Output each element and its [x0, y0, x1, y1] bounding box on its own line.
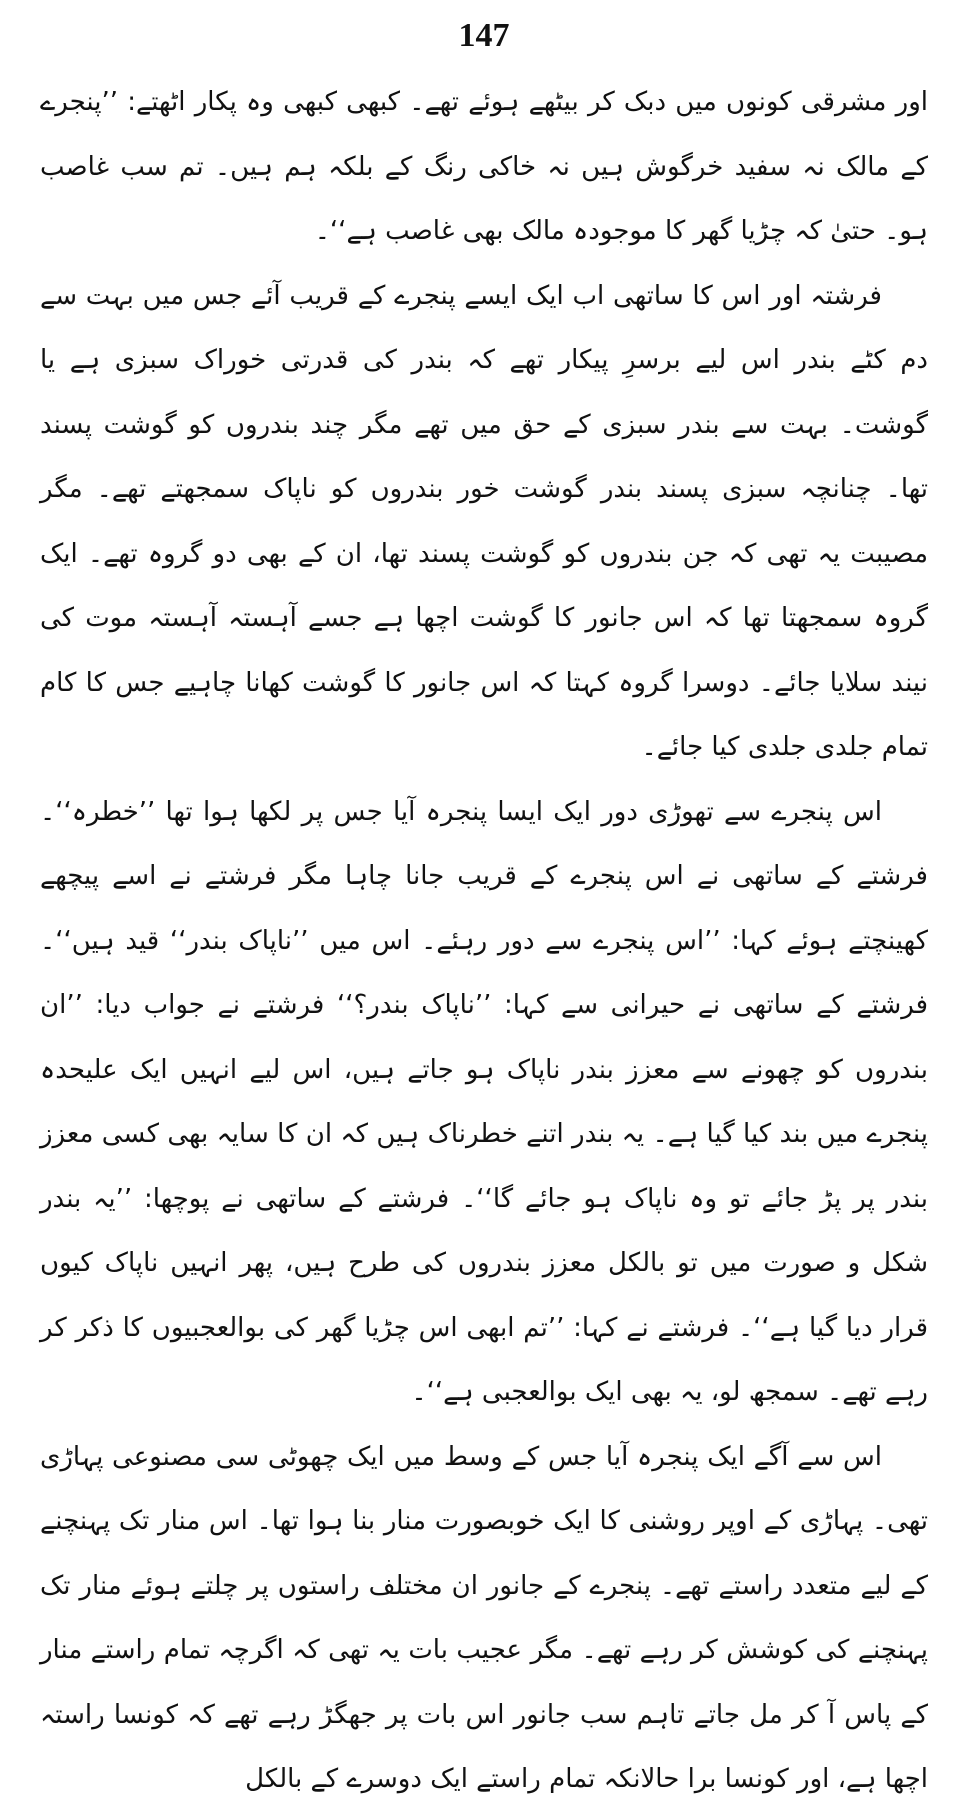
paragraph-1: اور مشرقی کونوں میں دبک کر بیٹھے ہوئے تھے۔ کبھی کبھی وہ پکار اٹھتے: ’’پنجرے کے مالک نہ سفید خرگوش ہیں نہ خاکی رنگ کے بلکہ ہم ہیں۔ تم سب غاصب ہو۔ حتیٰ کہ چڑیا گھر کا موجودہ مالک بھی غاصب ہے‘‘۔ — [40, 87, 928, 246]
page-number: 147 — [458, 17, 510, 54]
paragraph-4: اس سے آگے ایک پنجرہ آیا جس کے وسط میں ایک چھوٹی سی مصنوعی پہاڑی تھی۔ پہاڑی کے اوپر روشنی کا ایک خوبصورت منار بنا ہوا تھا۔ اس منار تک پہنچنے کے لیے متعدد راستے تھے۔ پنجرے کے جانور ان مختلف راستوں پر چلتے ہوئے منار تک پہنچنے کی کوشش کر رہے تھے۔ مگر عجیب بات یہ تھی کہ اگرچہ تمام راستے منار کے پاس آ کر مل جاتے تاہم سب جانور اس بات پر جھگڑ رہے تھے کہ کونسا راستہ اچھا ہے، اور کونسا برا حالانکہ تمام راستے ایک دوسرے کے بالکل — [40, 1441, 928, 1794]
paragraph-3: اس پنجرے سے تھوڑی دور ایک ایسا پنجرہ آیا جس پر لکھا ہوا تھا ’’خطرہ‘‘۔ فرشتے کے ساتھی نے اس پنجرے کے قریب جانا چاہا مگر فرشتے نے اسے پیچھے کھینچتے ہوئے کہا: ’’اس پنجرے سے دور رہئے۔ اس میں ’’ناپاک بندر‘‘ قید ہیں‘‘۔ فرشتے کے ساتھی نے حیرانی سے کہا: ’’ناپاک بندر؟‘‘ فرشتے نے جواب دیا: ’’ان بندروں کو چھونے سے معزز بندر ناپاک ہو جاتے ہیں، اس لیے انہیں ایک علیحدہ پنجرے میں بند کیا گیا ہے۔ یہ بندر اتنے خطرناک ہیں کہ ان کا سایہ بھی کسی معزز بندر پر پڑ جائے تو وہ ناپاک ہو جائے گا‘‘۔ فرشتے کے ساتھی نے پوچھا: ’’یہ بندر شکل و صورت میں تو بالکل معزز بندروں کی طرح ہیں، پھر انہیں ناپاک کیوں قرار دیا گیا ہے‘‘۔ فرشتے نے کہا: ’’تم ابھی اس چڑیا گھر کی بوالعجبیوں کا ذکر کر رہے تھے۔ سمجھ لو، یہ بھی ایک بوالعجبی ہے‘‘۔ — [40, 796, 928, 1407]
paragraph-2: فرشتہ اور اس کا ساتھی اب ایک ایسے پنجرے کے قریب آئے جس میں بہت سے دم کٹے بندر اس لیے برسرِ پیکار تھے کہ بندر کی قدرتی خوراک سبزی ہے یا گوشت۔ بہت سے بندر سبزی کے حق میں تھے مگر چند بندروں کو گوشت پسند تھا۔ چنانچہ سبزی پسند بندر گوشت خور بندروں کو ناپاک سمجھتے تھے۔ مگر مصیبت یہ تھی کہ جن بندروں کو گوشت پسند تھا، ان کے بھی دو گروہ تھے۔ ایک گروہ سمجھتا تھا کہ اس جانور کا گوشت اچھا ہے جسے آہستہ آہستہ موت کی نیند سلایا جائے۔ دوسرا گروہ کہتا کہ اس جانور کا گوشت کھانا چاہیے جس کا کام تمام جلدی جلدی کیا جائے۔ — [40, 280, 928, 762]
page-body — [40, 70, 928, 1812]
